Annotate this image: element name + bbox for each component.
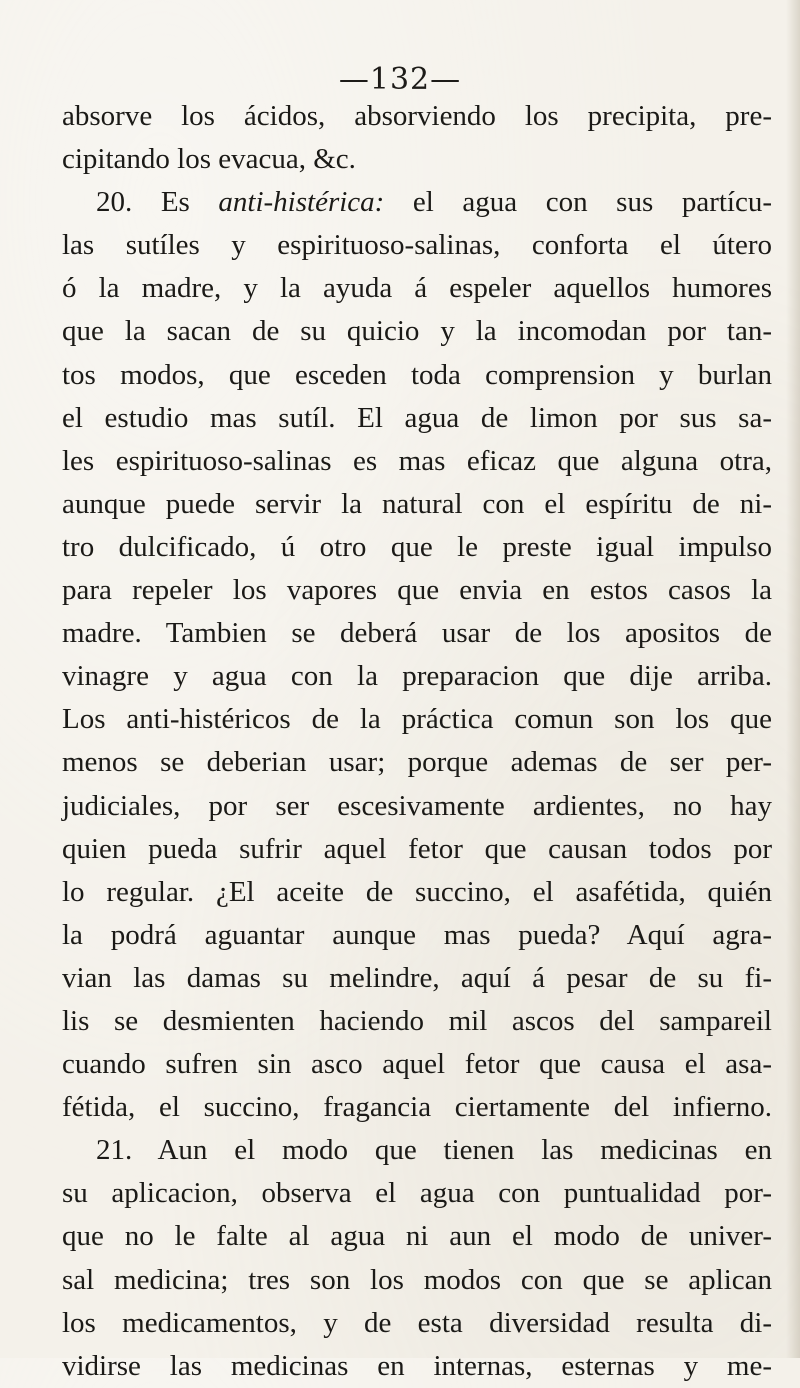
text-line: madre. Tambien se deberá usar de los apositos de — [62, 617, 772, 650]
text-line: menos se deberian usar; porque ademas de ser per- — [62, 746, 772, 779]
text-line: tro dulcificado, ú otro que le preste igual impulso — [62, 530, 772, 563]
text-line: cuando sufren sin asco aquel fetor que causa el asa- — [62, 1048, 772, 1081]
text-line: vinagre y agua con la preparacion que dije arriba. — [62, 660, 772, 693]
text-line: les espirituoso-salinas es mas eficaz que alguna otra, — [62, 444, 772, 477]
paragraph-20-first-line — [62, 181, 772, 224]
text-line: sal medicina; tres son los modos con que se aplican — [62, 1263, 772, 1296]
text-line: cipitando los evacua, &c. — [62, 143, 356, 176]
text-line: su aplicacion, observa el agua con puntualidad por- — [62, 1177, 772, 1210]
text-line-rest: el agua con sus partícu- — [412, 186, 772, 219]
paragraph-lead-word: Es — [160, 186, 190, 219]
text-line: para repeler los vapores que envia en estos casos la — [62, 574, 772, 607]
page-number: —132— — [338, 62, 462, 97]
body-text — [62, 95, 772, 1388]
text-line: quien pueda sufrir aquel fetor que causan todos por — [62, 832, 772, 865]
italic-term: anti-histérica: — [218, 186, 385, 219]
text-line: las sutíles y espirituoso-salinas, conforta el útero — [62, 229, 772, 262]
text-line: aunque puede servir la natural con el espíritu de ni- — [62, 487, 772, 520]
text-line: tos modos, que esceden toda comprension y burlan — [62, 358, 772, 391]
text-line: absorve los ácidos, absorviendo los precipita, pre- — [62, 100, 772, 132]
text-line: judiciales, por ser escesivamente ardientes, no hay — [62, 789, 772, 822]
text-line: que la sacan de su quicio y la incomodan por tan- — [62, 315, 772, 348]
text-line: los medicamentos, y de esta diversidad resulta di- — [62, 1306, 772, 1339]
text-line: vian las damas su melindre, aquí á pesar de su fi- — [62, 961, 772, 994]
paragraph-21-first-line: 21. Aun el modo que tienen las medicinas en — [96, 1134, 772, 1167]
text-line: lo regular. ¿El aceite de succino, el asafétida, quién — [62, 875, 772, 908]
text-line: la podrá aguantar aunque mas pueda? Aquí agra- — [62, 918, 772, 951]
text-line: Los anti-histéricos de la práctica comun son los que — [62, 703, 772, 736]
text-line: vidirse las medicinas en internas, esternas y me- — [62, 1349, 772, 1382]
text-line: lis se desmienten haciendo mil ascos del sampareil — [62, 1004, 772, 1037]
text-line: fétida, el succino, fragancia ciertamente del infierno. — [62, 1091, 772, 1124]
paragraph-number: 20. — [96, 186, 133, 219]
text-line: ó la madre, y la ayuda á espeler aquellos humores — [62, 272, 772, 305]
text-line: que no le falte al agua ni aun el modo de univer- — [62, 1220, 772, 1253]
page-edge-shadow — [786, 0, 800, 1358]
text-line: el estudio mas sutíl. El agua de limon por sus sa- — [62, 401, 772, 434]
